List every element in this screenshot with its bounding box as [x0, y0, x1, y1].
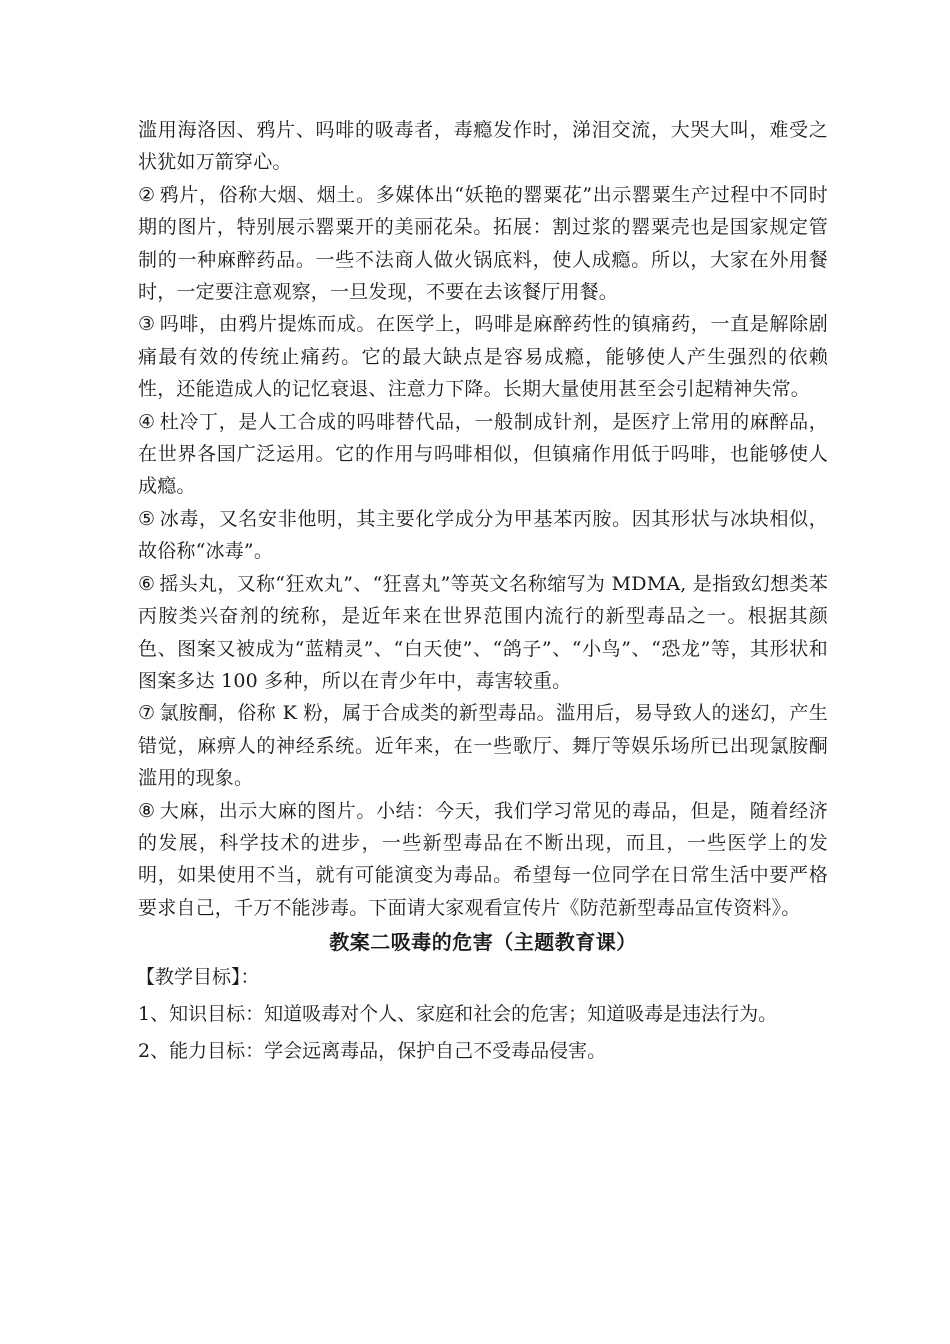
paragraph-text: 大麻，出示大麻的图片。小结：今天，我们学习常见的毒品，但是，随着经济的发展，科学技术的进步，一些新型毒品在不断出现，而且，一些医学上的发明，如果使用不当，就有可能演变为毒品。希望每一位同学在日常生活中要严格要求自己，千万不能涉毒。下面请大家观看宣传片《防范新型毒品宣传资料》。	[138, 799, 828, 919]
goal-knowledge: 1、知识目标：知道吸毒对个人、家庭和社会的危害；知道吸毒是违法行为。	[138, 1003, 778, 1026]
paragraph-5	[138, 503, 828, 568]
goal-ability: 2、能力目标：学会远离毒品，保护自己不受毒品侵害。	[138, 1040, 607, 1063]
paragraph-text: 鸦片，俗称大烟、烟土。多媒体出“妖艳的罂粟花”出示罂粟生产过程中不同时期的图片，特别展示罂粟开的美丽花朵。拓展：割过浆的罂粟壳也是国家规定管制的一种麻醉药品。一些不法商人做火锅底料，使人成瘾。所以，大家在外用餐时，一定要注意观察，一旦发现，不要在去该餐厅用餐。	[138, 183, 828, 304]
item-number: ②	[138, 183, 156, 206]
paragraph-6	[138, 568, 828, 698]
item-number: ⑧	[138, 799, 156, 822]
item-number: ⑦	[138, 702, 156, 725]
paragraph-2	[138, 179, 828, 309]
lesson-heading: 教案二吸毒的危害（主题教育课）	[329, 930, 637, 955]
paragraph-text: 滥用海洛因、鸦片、吗啡的吸毒者，毒瘾发作时，涕泪交流，大哭大叫，难受之状犹如万箭穿心。	[138, 119, 828, 174]
item-number: ④	[138, 410, 156, 433]
item-number: ③	[138, 313, 156, 336]
paragraph-4	[138, 406, 828, 503]
item-number: ⑥	[138, 572, 156, 595]
paragraph-1	[138, 114, 828, 179]
paragraph-3	[138, 308, 828, 405]
paragraph-text: 摇头丸，又称“狂欢丸”、“狂喜丸”等英文名称缩写为 MDMA, 是指致幻想类苯丙胺类兴奋剂的统称，是近年来在世界范围内流行的新型毒品之一。根据其颜色、图案又被成为“蓝精灵”、“白天使”、“鸽子”、“小鸟”、“恐龙”等，其形状和图案多达 100 多种，所以在青少年中，毒害较重。	[138, 572, 828, 692]
paragraph-8	[138, 795, 828, 925]
document-body	[138, 114, 828, 1068]
paragraph-text: 氯胺酮，俗称 K 粉，属于合成类的新型毒品。滥用后，易导致人的迷幻，产生错觉，麻痹人的神经系统。近年来，在一些歌厅、舞厅等娱乐场所已出现氯胺酮滥用的现象。	[138, 702, 828, 790]
paragraph-text: 冰毒，又名安非他明，其主要化学成分为甲基苯丙胺。因其形状与冰块相似，故俗称“冰毒”。	[138, 507, 828, 563]
paragraph-text: 吗啡，由鸦片提炼而成。在医学上，吗啡是麻醉药性的镇痛药，一直是解除剧痛最有效的传统止痛药。它的最大缺点是容易成瘾，能够使人产生强烈的依赖性，还能造成人的记忆衰退、注意力下降。长期大量使用甚至会引起精神失常。	[138, 313, 828, 401]
paragraph-text: 杜冷丁，是人工合成的吗啡替代品，一般制成针剂，是医疗上常用的麻醉品，在世界各国广泛运用。它的作用与吗啡相似，但镇痛作用低于吗啡，也能够使人成瘾。	[138, 410, 828, 498]
item-number: ⑤	[138, 507, 156, 530]
paragraph-7	[138, 697, 828, 794]
section-title-teaching-goals: 【教学目标】：	[136, 966, 260, 989]
